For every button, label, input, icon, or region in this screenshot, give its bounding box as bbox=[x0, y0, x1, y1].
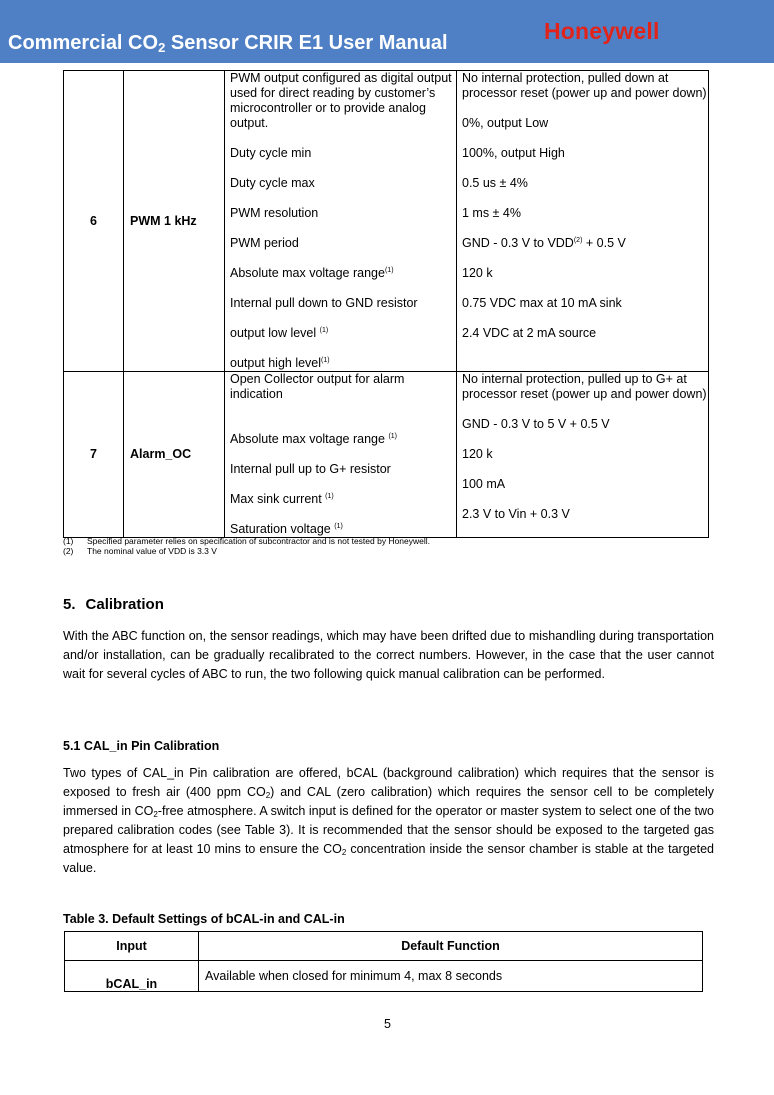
pin-name: Alarm_OC bbox=[124, 372, 225, 538]
cell-function: Available when closed for minimum 4, max 8 seconds bbox=[199, 961, 703, 992]
pin-values: No internal protection, pulled up to G+ at processor reset (power up and power down) GND - 0.3 V to 5 V + 0.5 V 120 k 100 mA 2.3 V to Vin + 0.3 V bbox=[457, 372, 709, 538]
document-title: Commercial $CO_2$ Sensor CRIR E1 User Manual bbox=[8, 32, 448, 55]
section-heading-calibration: 5. Calibration bbox=[63, 596, 164, 613]
pin-spec-table bbox=[63, 70, 709, 538]
footnote: (2) The nominal value of VDD is 3.3 V bbox=[63, 546, 217, 556]
pin-values: No internal protection, pulled down at processor reset (power up and power down) 0%, output Low 100%, output High 0.5 us ± 4% 1 ms ± 4% GND - 0.3 V to $VDD^{(2)} + 0.5$ V 120 k 0.75 VDC max at 10 mA sink 2.4 VDC at 2 mA source bbox=[457, 71, 709, 372]
pin-name: PWM 1 kHz bbox=[124, 71, 225, 372]
subsection-heading-cal-in: 5.1 CAL_in Pin Calibration bbox=[63, 739, 220, 753]
pin-number: 7 bbox=[64, 372, 124, 538]
column-header-input: Input bbox=[65, 932, 199, 961]
honeywell-logo: Honeywell bbox=[544, 18, 660, 44]
pin-description: Open Collector output for alarm indication Absolute max voltage range $^{(1)}$ Internal pull up to G+ resistor Max sink current $^{(1)}$ Saturation voltage $^{(1)}$ bbox=[225, 372, 457, 538]
footnote: (1) Specified parameter relies on specification of subcontractor and is not tested by Honeywell. bbox=[63, 536, 431, 546]
pin-number: 6 bbox=[64, 71, 124, 372]
table-row bbox=[64, 71, 709, 372]
page-number: 5 bbox=[384, 1017, 391, 1031]
cell-input: bCAL_in bbox=[65, 961, 199, 992]
table-row bbox=[64, 372, 709, 538]
table-footnotes bbox=[63, 536, 430, 556]
default-settings-table bbox=[64, 931, 703, 992]
calibration-paragraph: With the ABC function on, the sensor readings, which may have been drifted due to mishandling during transportation and/or installation, can be gradually recalibrated to the correct numbers. However, in the case that the user cannot wait for several cycles of ABC to run, the two following quick manual calibration can be performed. bbox=[63, 629, 714, 681]
table-row bbox=[65, 961, 703, 992]
pin-description: PWM output configured as digital output used for direct reading by customer’s microcontroller or to provide analog output. Duty cycle min Duty cycle max PWM resolution PWM period Absolute max voltage range$^{(1)}$ Internal pull down to GND resistor output low level $^{(1)}$ output high level$^{(1)}$ bbox=[225, 71, 457, 372]
header-bar bbox=[0, 0, 774, 63]
table-header-row bbox=[65, 932, 703, 961]
column-header-function: Default Function bbox=[199, 932, 703, 961]
cal-in-paragraph: Two types of CAL_in Pin calibration are offered, bCAL (background calibration) which requires that the sensor is exposed to fresh air (400 ppm $CO_2$) and CAL (zero calibration) which requires the sensor cell to be completely immersed in $CO_2$-free atmosphere. A switch input is defined for the operator or master system to select one of the two prepared calibration codes (see Table 3). It is recommended that the sensor should be exposed to the targeted gas atmosphere for at least 10 mins to ensure the $CO_2$ concentration inside the sensor chamber is stable at the targeted value. bbox=[63, 766, 715, 875]
table3-caption: Table 3. Default Settings of bCAL-in and CAL-in bbox=[63, 912, 345, 926]
